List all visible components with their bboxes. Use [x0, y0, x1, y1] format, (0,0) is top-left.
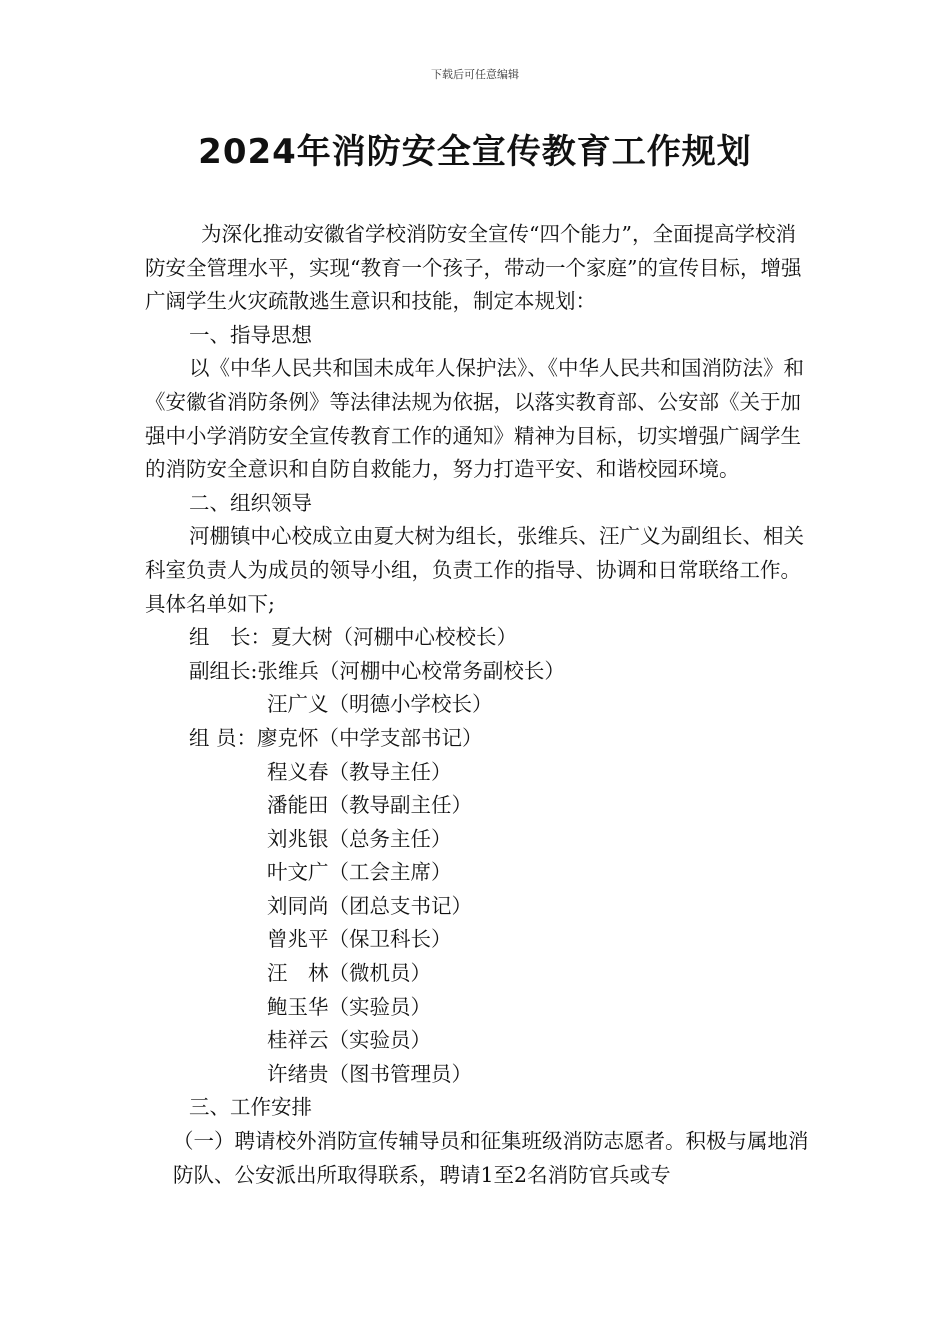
member-leader: 组 长：夏大树（河棚中心校校长）	[189, 625, 517, 650]
section-heading-work-arrangement: 三、工作安排	[189, 1095, 312, 1120]
work-arrangement-item-1: （一）聘请校外消防宣传辅导员和征集班级消防志愿者。积极与属地消防队、公安派出所取得联系，聘请1至2名消防官兵或专	[173, 1129, 809, 1187]
section-heading-guiding-ideas: 一、指导思想	[189, 322, 312, 347]
member-item: 鲍玉华（实验员）	[267, 994, 431, 1019]
section-heading-organization: 二、组织领导	[189, 490, 312, 515]
member-deputy-leader: 副组长:张维兵（河棚中心校常务副校长）	[189, 658, 565, 683]
member-item: 潘能田（教导副主任）	[267, 793, 472, 818]
member-item: 程义春（教导主任）	[267, 759, 452, 784]
document-title: 2024年消防安全宣传教育工作规划	[198, 132, 752, 172]
document-body	[145, 218, 810, 1192]
member-item: 刘同尚（团总支书记）	[267, 893, 472, 918]
member-item: 曾兆平（保卫科长）	[267, 927, 452, 952]
member-item: 许绪贵（图书管理员）	[267, 1061, 472, 1086]
member-deputy-leader-2: 汪广义（明德小学校长）	[267, 692, 493, 717]
guiding-ideas-paragraph: 以《中华人民共和国未成年人保护法》、《中华人民共和国消防法》和《安徽省消防条例》等法律法规为依据，以落实教育部、公安部《关于加强中小学消防安全宣传教育工作的通知》精神为目标，切实增强广阔学生的消防安全意识和自防自救能力，努力打造平安、和谐校园环境。	[145, 356, 804, 482]
member-item: 叶文广（工会主席）	[267, 860, 452, 885]
member-item: 刘兆银（总务主任）	[267, 826, 452, 851]
header-note: 下载后可任意编辑	[431, 68, 519, 81]
intro-paragraph: 为深化推动安徽省学校消防安全宣传“四个能力”，全面提高学校消防安全管理水平，实现“教育一个孩子，带动一个家庭”的宣传目标，增强广阔学生火灾疏散逃生意识和技能，制定本规划：	[145, 222, 802, 314]
member-item: 桂祥云（实验员）	[267, 1028, 431, 1053]
member-item: 汪 林（微机员）	[267, 961, 431, 986]
member-group-first: 组 员：廖克怀（中学支部书记）	[189, 725, 483, 750]
organization-paragraph: 河棚镇中心校成立由夏大树为组长，张维兵、汪广义为副组长、相关科室负责人为成员的领导小组，负责工作的指导、协调和日常联络工作。具体名单如下;	[145, 524, 804, 616]
